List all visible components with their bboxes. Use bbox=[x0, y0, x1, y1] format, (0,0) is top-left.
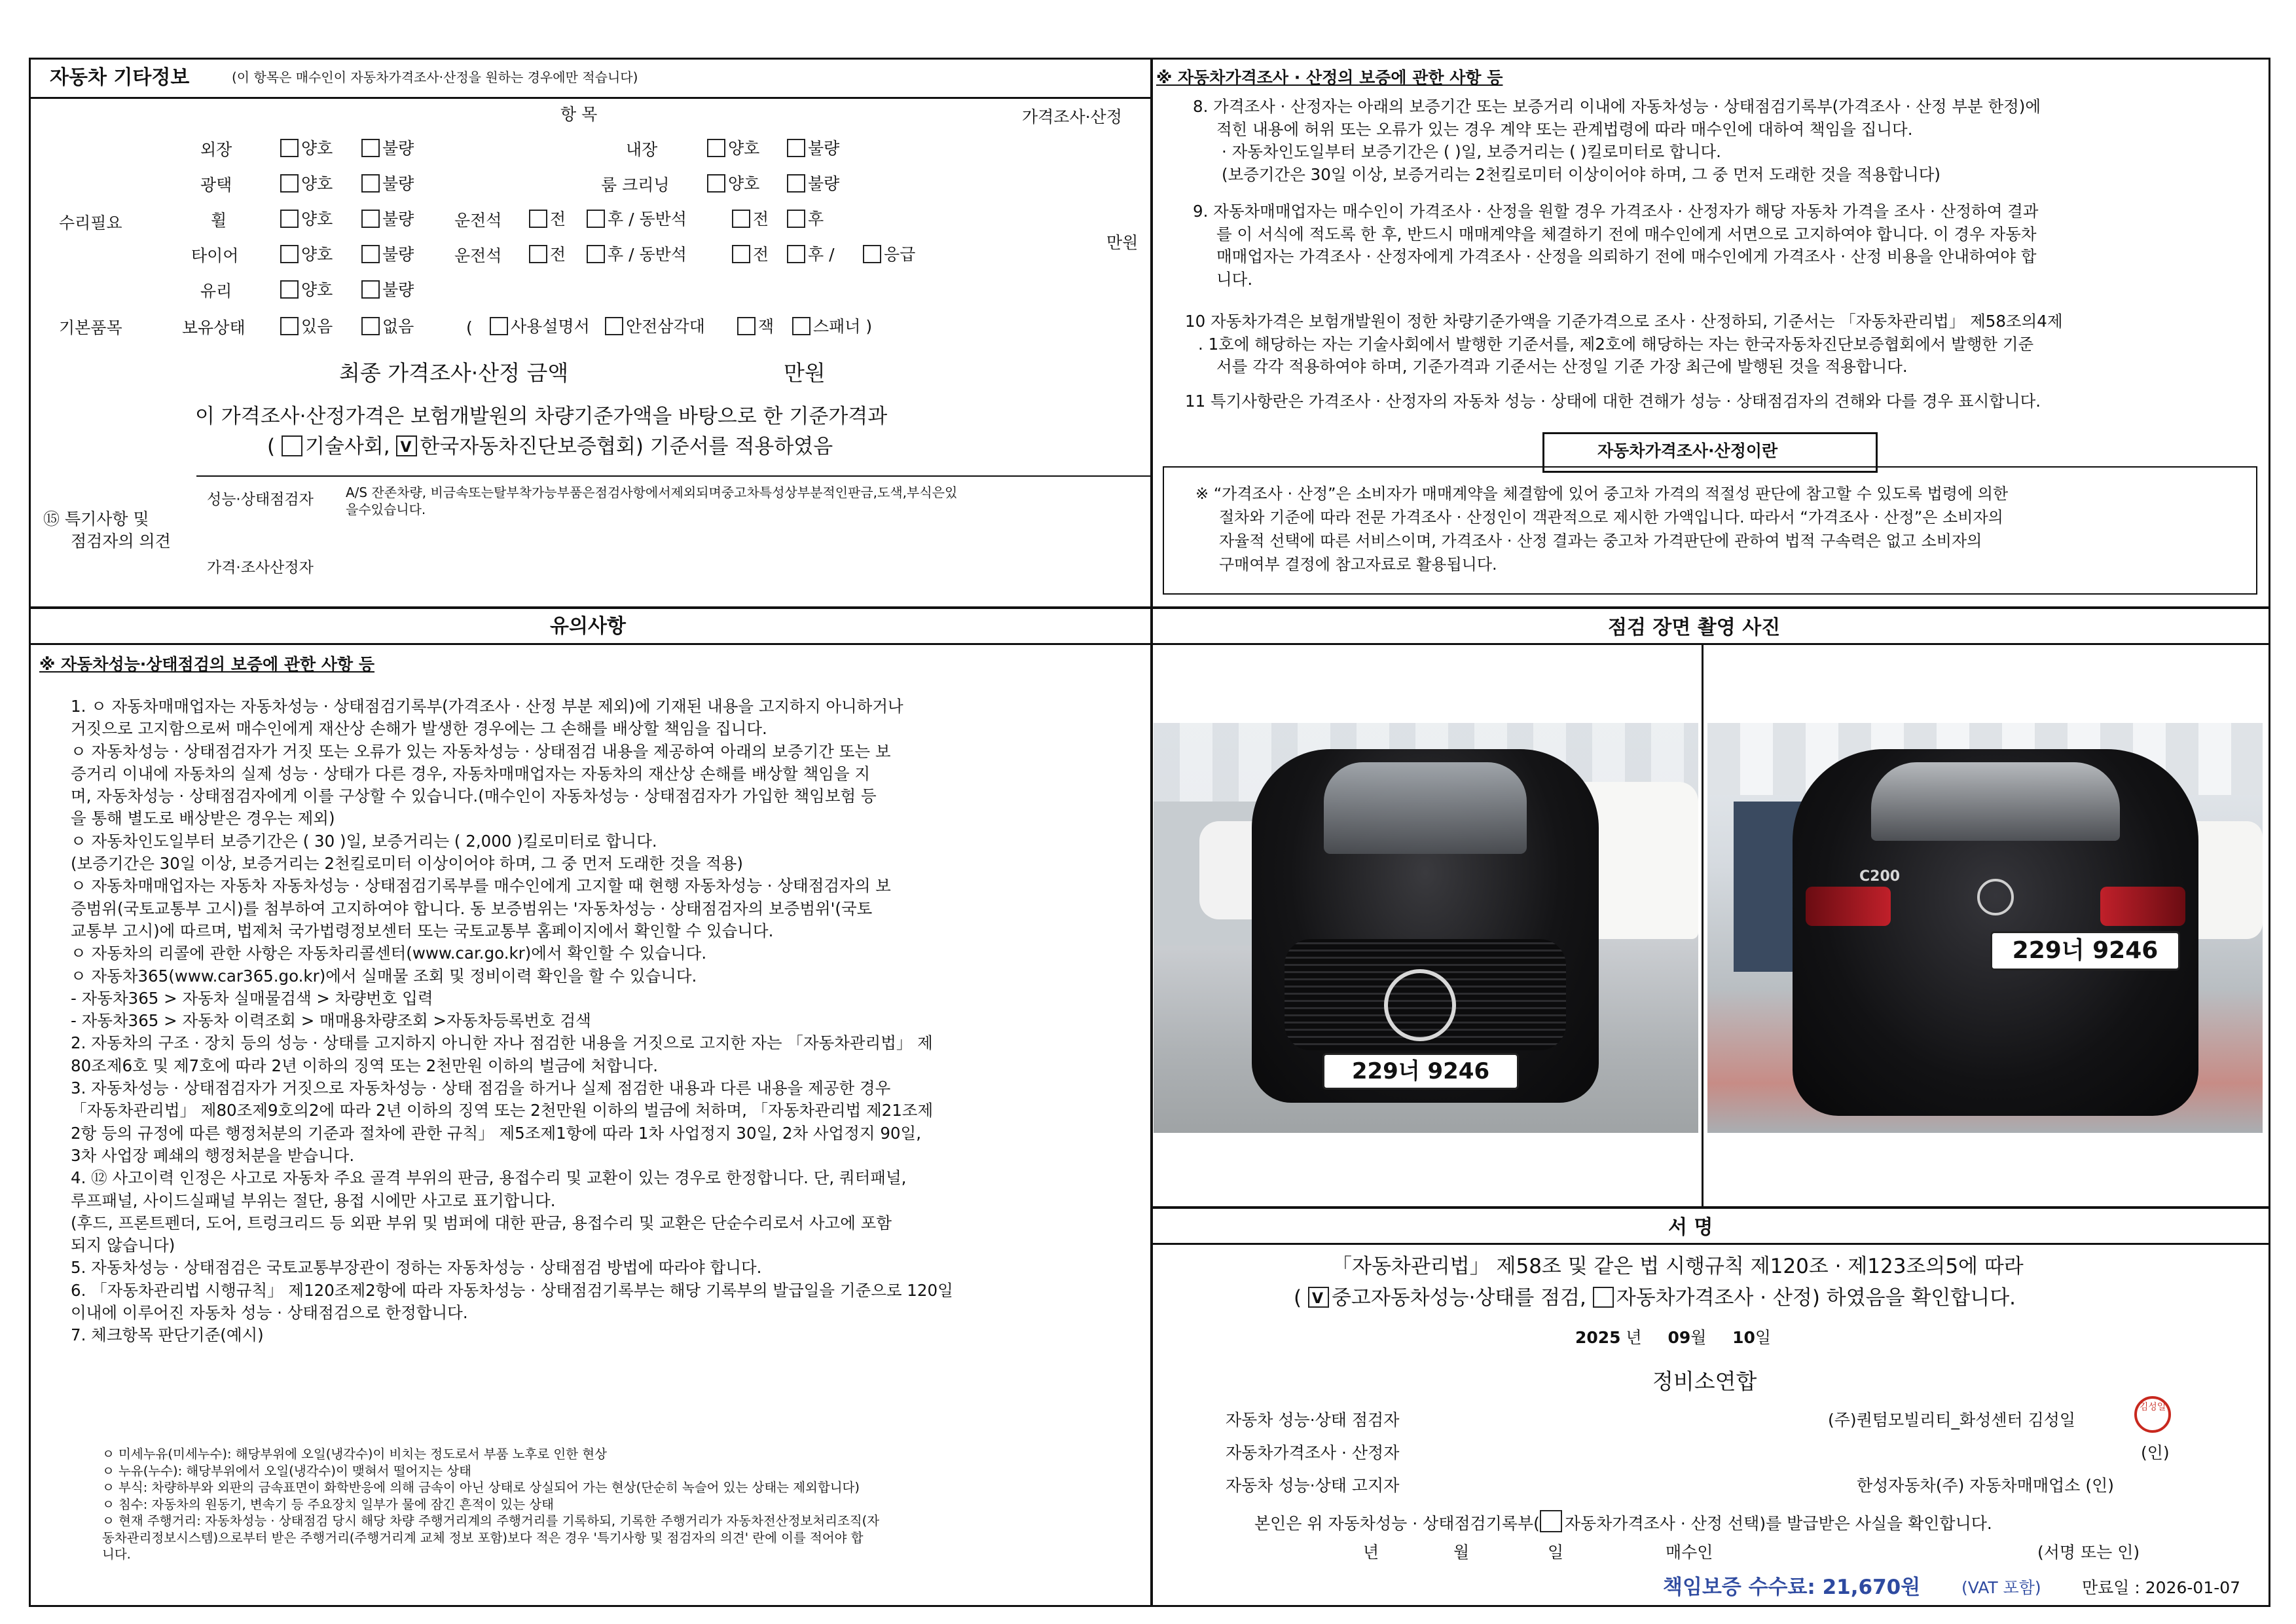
checkbox[interactable] bbox=[587, 210, 605, 228]
check-bad[interactable] bbox=[361, 139, 414, 158]
criteria-line: 니다. bbox=[102, 1547, 131, 1562]
check-have[interactable] bbox=[280, 317, 333, 337]
receipt-month-label: 월 bbox=[1453, 1543, 1470, 1562]
checkbox[interactable] bbox=[787, 245, 805, 263]
checkbox[interactable] bbox=[587, 245, 605, 263]
check-emergency[interactable] bbox=[863, 245, 915, 265]
receipt-text: 자동차가격조사 · 산정 선택)를 발급받은 사실을 확인합니다. bbox=[1564, 1514, 1992, 1533]
union-name: 정비소연합 bbox=[1652, 1369, 1757, 1394]
note-line: ㅇ 자동차365(www.car365.go.kr)에서 실매물 조회 및 정비이력 확인을 할 수 있습니다. bbox=[71, 966, 697, 986]
signer-label: 자동차 성능·상태 고지자 bbox=[1226, 1476, 1400, 1495]
checkbox[interactable] bbox=[361, 174, 380, 193]
date-unit: 년 bbox=[1626, 1328, 1642, 1347]
check-none[interactable] bbox=[361, 317, 414, 337]
paragraph-line: 9. 자동차매매업자는 매수인이 가격조사 · 산정을 원할 경우 가격조사 · 산정자가 해당 자동차 가격을 조사 · 산정하여 결과 bbox=[1193, 202, 2039, 221]
notes-body bbox=[71, 695, 953, 1347]
note-line: 80조제6호 및 제7호에 따라 2년 이하의 징역 또는 2천만원 이하의 벌금에 처합니다. bbox=[71, 1056, 658, 1075]
option-label: 불량 bbox=[382, 139, 414, 158]
photo-header: 점검 장면 촬영 사진 bbox=[1608, 616, 1781, 639]
checkbox[interactable] bbox=[280, 210, 299, 228]
signer-value: (인) bbox=[2141, 1443, 2170, 1462]
check-rear[interactable] bbox=[787, 245, 835, 265]
special-notes-label: 점검자의 의견 bbox=[71, 532, 171, 551]
paragraph-line: . 1호에 해당하는 자는 기술사회에서 발행한 기준서를, 제2호에 해당하는 자는 한국자동차진단보증협회에서 발행한 기준 bbox=[1198, 334, 2034, 354]
col-item-header: 항 목 bbox=[560, 105, 598, 124]
paragraph-8 bbox=[1193, 96, 2041, 186]
paragraph-line: 매매업자는 가격조사 · 산정자에게 가격조사 · 산정을 의뢰하기 전에 매수인에게 가격조사 · 산정 비용을 안내하여야 합 bbox=[1216, 247, 2037, 266]
checkbox-receipt-appraisal[interactable] bbox=[1540, 1510, 1562, 1532]
note-line: 되지 않습니다) bbox=[71, 1236, 175, 1255]
receipt-day-label: 일 bbox=[1548, 1543, 1564, 1562]
check-good[interactable] bbox=[280, 280, 333, 300]
paragraph-line: 적힌 내용에 허위 또는 오류가 있는 경우 계약 또는 관계법령에 따라 매수인에 대하여 책임을 집니다. bbox=[1216, 119, 1913, 139]
check-front[interactable] bbox=[732, 210, 769, 229]
checkbox[interactable] bbox=[361, 317, 380, 335]
definition-title: 자동차가격조사·산정이란 bbox=[1597, 441, 1778, 460]
option-label: 안전삼각대 bbox=[626, 317, 705, 336]
star-emblem bbox=[1977, 879, 2014, 915]
guarantee-fee: 책임보증 수수료: 21,670원 bbox=[1663, 1576, 1921, 1599]
paragraph-line: 자율적 선택에 따른 서비스이며, 가격조사 · 산정 결과는 중고차 가격판단에 관하여 법적 구속력은 없고 소비자의 bbox=[1219, 532, 1982, 550]
option-label: 양호 bbox=[301, 174, 333, 193]
inspector-label: 성능·상태점검자 bbox=[207, 491, 314, 508]
check-rear[interactable] bbox=[587, 210, 687, 229]
note-line: 을 통해 별도로 배상받은 경우는 제외) bbox=[71, 809, 335, 828]
criteria-line: 동차관리정보시스템)으로부터 받은 주행거리(주행거리계 교체 정보 포함)보다 적은 경우 '특기사항 및 점검자의 의견' 란에 이를 적어야 합 bbox=[102, 1530, 864, 1545]
date-unit: 일 bbox=[1755, 1328, 1772, 1347]
paragraph-line: ※ “가격조사 · 산정”은 소비자가 매매계약을 체결함에 있어 중고차 가격의 적절성 판단에 참고할 수 있도록 법령에 의한 bbox=[1195, 485, 2009, 503]
checkbox[interactable] bbox=[361, 245, 380, 263]
checkbox[interactable] bbox=[280, 280, 299, 299]
note-line: 거짓으로 고지함으로써 매수인에게 재산상 손해가 발생한 경우에는 그 손해를 배상할 책임을 집니다. bbox=[71, 719, 767, 739]
option-label: 전 bbox=[753, 245, 769, 264]
note-line: ㅇ 자동차매매업자는 자동차 자동차성능 · 상태점검기록부를 매수인에게 고지할 때 현행 자동차성능 · 상태점검자의 보 bbox=[71, 876, 891, 896]
signature-header: 서 명 bbox=[1668, 1216, 1713, 1239]
option-label: 양호 bbox=[301, 280, 333, 299]
check-rear[interactable] bbox=[587, 245, 687, 265]
note-line: (보증기간은 30일 이상, 보증거리는 2천킬로미터 이상이어야 하며, 그 중 먼저 도래한 것을 적용) bbox=[71, 854, 743, 874]
paragraph-9 bbox=[1193, 200, 2038, 291]
checkbox-price-appraisal[interactable] bbox=[1593, 1287, 1614, 1308]
check-front[interactable] bbox=[732, 245, 769, 265]
option-label: 스패너 ) bbox=[813, 317, 873, 336]
checkbox[interactable] bbox=[732, 210, 750, 228]
final-price-unit: 만원 bbox=[784, 360, 826, 386]
option-label: 불량 bbox=[382, 174, 414, 193]
inspector-note: A/S 잔존차량, 비금속또는탈부착가능부품은점검사항에서제외되며중고차특성상부분적인판금,도색,부식은있 bbox=[346, 485, 958, 500]
star-emblem bbox=[1384, 969, 1456, 1041]
paragraph-11: 11 특기사항란은 가격조사 · 산정자의 자동차 성능 · 상태에 대한 견해가 성능 · 상태점검자의 견해와 다를 경우 표시합니다. bbox=[1185, 392, 2041, 411]
manwon-label: 만원 bbox=[1106, 233, 1139, 252]
note-line: (후드, 프론트펜더, 도어, 트렁크리드 등 외판 부위 및 범퍼에 대한 판금, 용접수리 및 교환은 단순수리로서 사고에 포함 bbox=[71, 1213, 892, 1232]
date-unit: 월 bbox=[1690, 1328, 1707, 1347]
section-title: 자동차 기타정보 bbox=[50, 66, 190, 89]
option-label: 양호 bbox=[728, 174, 760, 193]
confirm-statement bbox=[1294, 1285, 2016, 1311]
note-line: 3차 사업장 폐쇄의 행정처분을 받습니다. bbox=[71, 1145, 355, 1165]
taillight-left bbox=[1806, 887, 1891, 926]
option-label: 있음 bbox=[301, 317, 333, 336]
option-label: 후 / 동반석 bbox=[608, 210, 687, 229]
check-bad[interactable] bbox=[361, 280, 414, 300]
paragraph-10 bbox=[1185, 310, 2063, 378]
notes-criteria bbox=[102, 1446, 879, 1563]
check-good[interactable] bbox=[280, 245, 333, 265]
option-label: 없음 bbox=[382, 317, 414, 336]
rear-car-photo bbox=[1707, 723, 2263, 1133]
basis-options bbox=[267, 434, 833, 460]
note-line: 6. 「자동차관리법 시행규칙」 제120조제2항에 따라 자동차성능 · 상태점검기록부는 해당 기록부의 발급일을 기준으로 120일 bbox=[71, 1280, 953, 1300]
option-label: 양호 bbox=[301, 245, 333, 264]
check-jack[interactable] bbox=[737, 317, 774, 337]
check-triangle[interactable] bbox=[605, 317, 705, 337]
paragraph-line: 10 자동차가격은 보험개발원이 정한 차량기준가액을 기준가격으로 조사 · 산정하되, 기준서는 「자동차관리법」 제58조의4제 bbox=[1185, 312, 2063, 331]
note-line: ㅇ 자동차의 리콜에 관한 사항은 자동차리콜센터(www.car.go.kr)에서 확인할 수 있습니다. bbox=[71, 944, 707, 963]
paragraph-line: 서를 각각 적용하여야 하며, 기준가격과 기준서는 산정일 기준 가장 최근에 발행된 것을 적용합니다. bbox=[1216, 357, 1908, 376]
divider bbox=[1150, 1243, 2270, 1245]
criteria-line: ㅇ 침수: 자동차의 원동기, 변속기 등 주요장치 일부가 물에 잠긴 흔적이 있는 상태 bbox=[102, 1496, 554, 1512]
buyer-label: 매수인 bbox=[1666, 1543, 1713, 1562]
seat-label: 운전석 bbox=[454, 246, 502, 265]
checkbox[interactable] bbox=[361, 210, 380, 228]
checkbox[interactable] bbox=[280, 174, 299, 193]
note-line: ㅇ 자동차인도일부터 보증기간은 ( 30 )일, 보증거리는 ( 2,000 )킬로미터로 합니다. bbox=[71, 831, 657, 851]
signer-value: 한성자동차(주) 자동차매매업소 (인) bbox=[1857, 1476, 2115, 1495]
repair-label: 수리필요 bbox=[59, 213, 122, 232]
license-plate: 229너 9246 bbox=[1990, 931, 2180, 970]
option-label: 전 bbox=[753, 210, 769, 229]
checkbox[interactable] bbox=[529, 210, 547, 228]
checkbox[interactable] bbox=[707, 139, 725, 157]
divider bbox=[29, 97, 1153, 99]
signer-label: 자동차 성능·상태 점검자 bbox=[1226, 1411, 1400, 1430]
note-line: 증거리 이내에 자동차의 실제 성능 · 상태가 다른 경우, 자동차매매업자는 자동차의 재산상 손해를 배상할 책임을 지 bbox=[71, 764, 871, 783]
option-label: 후 / bbox=[808, 245, 835, 264]
option-label: 불량 bbox=[382, 210, 414, 229]
note-line: 「자동차관리법」 제80조제9호의2에 따라 2년 이하의 징역 또는 2천만원 이하의 벌금에 처하며, 「자동차관리법 제21조제 bbox=[71, 1101, 934, 1120]
note-line: 2. 자동차의 구조 · 장치 등의 성능 · 상태를 고지하지 아니한 자나 점검한 내용을 거짓으로 고지한 자는 「자동차관리법」 제 bbox=[71, 1033, 933, 1053]
divider bbox=[29, 643, 1153, 645]
note-line: 4. ⑫ 사고이력 인정은 사고로 자동차 주요 골격 부위의 판금, 용접수리 및 교환이 있는 경우로 한정합니다. 단, 쿼터패널, bbox=[71, 1168, 907, 1188]
receipt-statement bbox=[1254, 1510, 1992, 1534]
vat-note: (VAT 포함) bbox=[1961, 1578, 2041, 1597]
law-statement: 「자동차관리법」 제58조 및 같은 법 시행규칙 제120조 · 제123조의5에 따라 bbox=[1332, 1255, 2024, 1278]
paragraph-line: 를 이 서식에 적도록 한 후, 반드시 매매계약을 체결하기 전에 매수인에게 서면으로 고지하여야 합니다. 이 경우 자동차 bbox=[1216, 224, 2037, 244]
checkbox[interactable] bbox=[787, 210, 805, 228]
checkbox[interactable] bbox=[529, 245, 547, 263]
seal-text: 김성일 bbox=[2139, 1402, 2166, 1412]
option-label: 사용설명서 bbox=[511, 317, 590, 336]
note-line: 1. ㅇ 자동차매매업자는 자동차성능 · 상태점검기록부(가격조사 · 산정 부분 제외)에 기재된 내용을 고지하지 아니하거나 bbox=[71, 697, 903, 716]
note-line: 5. 자동차성능 · 상태점검은 국토교통부장관이 정하는 자동차성능 · 상태점검 방법에 따라야 합니다. bbox=[71, 1258, 762, 1278]
section-note: (이 항목은 매수인이 자동차가격조사·산정을 원하는 경우에만 적습니다) bbox=[232, 69, 638, 85]
check-good[interactable] bbox=[707, 174, 759, 194]
check-rear[interactable] bbox=[787, 210, 824, 229]
option-label: 불량 bbox=[808, 139, 840, 158]
check-bad[interactable] bbox=[361, 245, 414, 265]
inspector-note: 을수있습니다. bbox=[346, 502, 426, 517]
special-notes-label: ⑮ 특기사항 및 bbox=[43, 509, 149, 528]
row-label: 유리 bbox=[200, 282, 232, 301]
criteria-line: ㅇ 누유(누수): 해당부위에서 오일(냉각수)이 맺혀서 떨어지는 상태 bbox=[102, 1463, 471, 1479]
note-line: - 자동차365 > 자동차 실매물검색 > 차량번호 입력 bbox=[71, 988, 433, 1008]
check-front[interactable] bbox=[529, 210, 566, 229]
option-label: 양호 bbox=[301, 139, 333, 158]
checkbox-performance-inspection[interactable] bbox=[1308, 1287, 1329, 1308]
paragraph-line: 구매여부 결정에 참고자료로 활용됩니다. bbox=[1219, 555, 1497, 574]
section-title: ※ 자동차가격조사 · 산정의 보증에 관한 사항 등 bbox=[1156, 68, 1503, 87]
receipt-year-label: 년 bbox=[1363, 1543, 1379, 1562]
notes-subtitle: ※ 자동차성능·상태점검의 보증에 관한 사항 등 bbox=[39, 655, 375, 674]
note-line: 2항 등의 규정에 따른 행정처분의 기준과 절차에 관한 규칙」 제5조제1항에 따라 1차 사업정지 30일, 2차 사업정지 90일, bbox=[71, 1123, 921, 1143]
check-good[interactable] bbox=[280, 210, 333, 229]
note-line: 증범위(국토교통부 고시)를 첨부하여 고지하여야 합니다. 동 보증범위는 '자동차성능 · 상태점검자의 보증범위'(국토 bbox=[71, 898, 873, 918]
paren-open: ( bbox=[466, 318, 473, 337]
check-good[interactable] bbox=[280, 139, 333, 158]
option-label: 양호 bbox=[728, 139, 760, 158]
paragraph-line: 니다. bbox=[1216, 269, 1253, 289]
criteria-line: ㅇ 부식: 차량하부와 외판의 금속표면이 화학반응에 의해 금속이 아닌 상태로 상실되어 가는 현상(단순히 녹슬어 있는 상태는 제외합니다) bbox=[102, 1480, 860, 1495]
note-line: 며, 자동차성능 · 상태점검자에게 이를 구상할 수 있습니다.(매수인이 자동차성능 · 상태점검자가 가입한 책임보험 등 bbox=[71, 786, 877, 806]
check-good[interactable] bbox=[280, 174, 333, 194]
note-line: 3. 자동차성능 · 상태점검자가 거짓으로 자동차성능 · 상태 점검을 하거나 실제 점검한 내용과 다른 내용을 제공한 경우 bbox=[71, 1079, 891, 1098]
paragraph-line: (보증기간은 30일 이상, 보증거리는 2천킬로미터 이상이어야 하며, 그 중 먼저 도래한 것을 적용합니다) bbox=[1222, 164, 1941, 184]
check-good[interactable] bbox=[707, 139, 759, 158]
check-bad[interactable] bbox=[787, 174, 839, 194]
option-label: 후 / 동반석 bbox=[608, 245, 687, 264]
checkbox[interactable] bbox=[787, 139, 805, 157]
note-line: 교통부 고시)에 따르며, 법제처 국가법령정보센터 또는 국토교통부 홈페이지에서 확인할 수 있습니다. bbox=[71, 921, 774, 940]
option-label: 한국자동차진단보증협회) 기준서를 적용하였음 bbox=[420, 435, 833, 458]
check-bad[interactable] bbox=[361, 174, 414, 194]
divider bbox=[1702, 644, 1704, 1209]
rear-window bbox=[1871, 762, 2120, 841]
criteria-line: ㅇ 미세누유(미세누수): 해당부위에 오일(냉각수)이 비치는 정도로서 부품 노후로 인한 현상 bbox=[102, 1447, 607, 1462]
checkbox[interactable] bbox=[361, 139, 380, 157]
signer-value: (주)퀀텀모빌리티_화성센터 김성일 bbox=[1828, 1411, 2076, 1430]
option-label: 전 bbox=[550, 245, 566, 264]
checkbox[interactable] bbox=[280, 245, 299, 263]
receipt-text: 본인은 위 자동차성능 · 상태점검기록부( bbox=[1254, 1514, 1540, 1533]
checkbox[interactable] bbox=[361, 280, 380, 299]
date-year: 2025 bbox=[1575, 1328, 1621, 1347]
checkbox[interactable] bbox=[280, 317, 299, 335]
final-price-label: 최종 가격조사·산정 금액 bbox=[339, 360, 569, 386]
hold-status-label: 보유상태 bbox=[182, 318, 246, 337]
note-line: ㅇ 자동차성능 · 상태점검자가 거짓 또는 오류가 있는 자동차성능 · 상태점검 내용을 제공하여 아래의 보증기간 또는 보 bbox=[71, 741, 891, 761]
checkbox[interactable] bbox=[787, 174, 805, 193]
row-label: 룸 크리닝 bbox=[601, 175, 670, 194]
option-label: 후 bbox=[808, 210, 824, 229]
option-label: 불량 bbox=[382, 245, 414, 264]
signer-label: 자동차가격조사 · 산정자 bbox=[1226, 1443, 1400, 1462]
divider bbox=[1150, 643, 2270, 645]
row-label: 휠 bbox=[211, 211, 227, 230]
option-label: 잭 bbox=[758, 317, 774, 336]
check-spanner[interactable] bbox=[792, 317, 872, 337]
basis-statement: 이 가격조사·산정가격은 보험개발원의 차량기준가액을 바탕으로 한 기준가격과 bbox=[195, 405, 888, 428]
paragraph-line: 8. 가격조사 · 산정자는 아래의 보증기간 또는 보증거리 이내에 자동차성능 · 상태점검기록부(가격조사 · 산정 부분 한정)에 bbox=[1193, 97, 2041, 116]
checkbox[interactable] bbox=[732, 245, 750, 263]
option-label: 응급 bbox=[884, 245, 916, 264]
checkbox[interactable] bbox=[707, 174, 725, 193]
checkbox-kadca[interactable] bbox=[396, 435, 417, 456]
option-label: 양호 bbox=[301, 210, 333, 229]
col-price-header: 가격조사·산정 bbox=[1022, 107, 1122, 126]
buyer-sign-label: (서명 또는 인) bbox=[2037, 1543, 2140, 1562]
taillight-right bbox=[2100, 887, 2185, 926]
paragraph-line: 절차와 기준에 따라 전문 가격조사 · 산정인이 객관적으로 제시한 가액입니다. 따라서 “가격조사 · 산정”은 소비자의 bbox=[1219, 508, 2003, 526]
basic-items-label: 기본품목 bbox=[59, 318, 122, 337]
paren-open: ( bbox=[1294, 1286, 1302, 1310]
option-label: 자동차가격조사 · 산정) 하였음을 확인합니다. bbox=[1616, 1286, 2016, 1310]
notes-header: 유의사항 bbox=[550, 615, 626, 638]
date-day: 10 bbox=[1732, 1328, 1755, 1347]
checkbox[interactable] bbox=[280, 139, 299, 157]
issue-date bbox=[1575, 1328, 1771, 1348]
option-label: 전 bbox=[550, 210, 566, 229]
definition-text bbox=[1195, 482, 2008, 576]
option-label: 불량 bbox=[808, 174, 840, 193]
note-line: 7. 체크항목 판단기준(예시) bbox=[71, 1325, 264, 1345]
criteria-line: ㅇ 현재 주행거리: 자동차성능 · 상태점검 당시 해당 차량 주행거리계의 주행거리를 기록하되, 기록한 주행거리가 자동차전산정보처리조직(자 bbox=[102, 1513, 880, 1528]
check-manual[interactable] bbox=[490, 317, 590, 337]
row-label: 내장 bbox=[626, 140, 658, 159]
note-line: - 자동차365 > 자동차 이력조회 > 매매용차량조회 >자동차등록번호 검색 bbox=[71, 1011, 591, 1031]
check-bad[interactable] bbox=[361, 210, 414, 229]
seat-label: 운전석 bbox=[454, 211, 502, 230]
paren-open: ( bbox=[267, 435, 276, 458]
appraiser-label: 가격·조사산정자 bbox=[207, 559, 314, 576]
note-line: 루프패널, 사이드실패널 부위는 절단, 용접 시에만 사고로 표기합니다. bbox=[71, 1190, 556, 1210]
paragraph-line: · 자동차인도일부터 보증기간은 ( )일, 보증거리는 ( )킬로미터로 합니다. bbox=[1222, 142, 1721, 161]
check-front[interactable] bbox=[529, 245, 566, 265]
license-plate: 229너 9246 bbox=[1322, 1053, 1519, 1090]
check-bad[interactable] bbox=[787, 139, 839, 158]
checkbox[interactable] bbox=[792, 317, 811, 335]
option-label: 불량 bbox=[382, 280, 414, 299]
checkbox[interactable] bbox=[737, 317, 756, 335]
expiry-date: 만료일 : 2026-01-07 bbox=[2082, 1578, 2241, 1597]
front-car-photo bbox=[1154, 723, 1698, 1133]
row-label: 타이어 bbox=[191, 246, 239, 265]
note-line: 이내에 이루어진 자동차 성능 · 상태점검으로 한정합니다. bbox=[71, 1303, 468, 1323]
red-seal-icon bbox=[2134, 1396, 2171, 1433]
checkbox[interactable] bbox=[605, 317, 623, 335]
checkbox-tech-society[interactable] bbox=[282, 435, 302, 456]
option-label: 중고자동차성능·상태를 점검, bbox=[1331, 1286, 1586, 1310]
option-label: 기술사회, bbox=[304, 435, 390, 458]
divider bbox=[196, 475, 1153, 477]
checkbox[interactable] bbox=[863, 245, 881, 263]
model-badge: C200 bbox=[1859, 868, 1901, 885]
date-month: 09 bbox=[1667, 1328, 1691, 1347]
windshield bbox=[1324, 762, 1527, 854]
row-label: 광택 bbox=[200, 175, 232, 194]
checkbox[interactable] bbox=[490, 317, 508, 335]
row-label: 외장 bbox=[200, 140, 232, 159]
